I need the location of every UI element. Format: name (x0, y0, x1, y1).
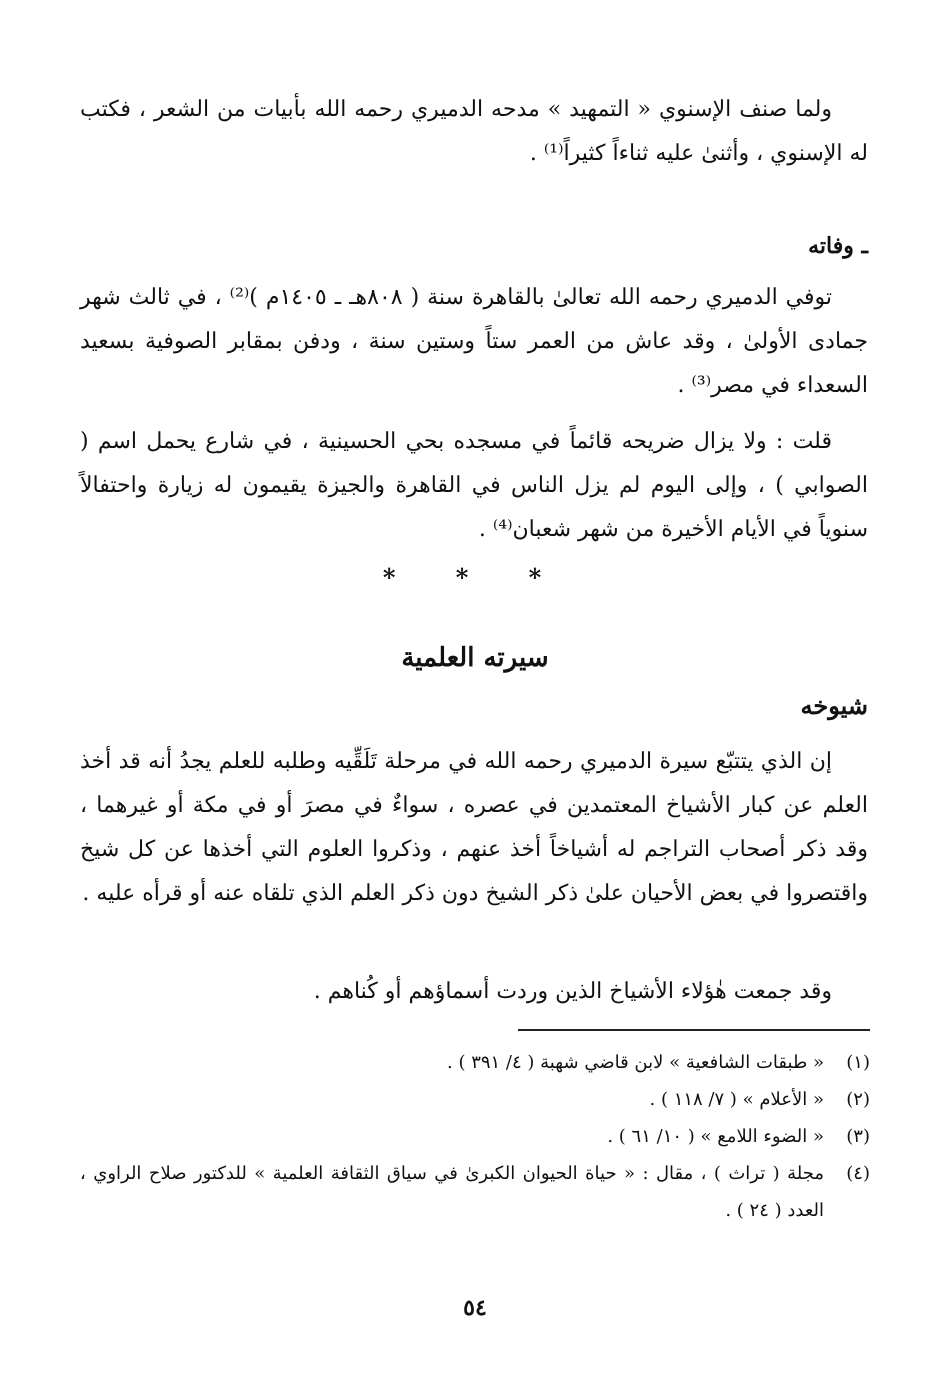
paragraph-teachers-list-intro (80, 970, 868, 1014)
paragraph-text: وقد جمعت هٰؤلاء الأشياخ الذين وردت أسماؤهم أو كُناهم . (313, 979, 832, 1004)
paragraph-teachers-intro (80, 740, 868, 916)
paragraph-text: قلت : ولا يزال ضريحه قائماً في مسجده بحي الحسينية ، في شارع يحمل اسم ( الصوابي ) ، وإلى اليوم لم يزل الناس في القاهرة والجيزة يقيمون له زيارة واحتفالاً سنوياً في الأيام الأخيرة من شهر شعبان⁽⁴⁾ . (80, 429, 868, 542)
section-title: سيرته العلمية (401, 643, 549, 673)
paragraph-text: توفي الدميري رحمه الله تعالىٰ بالقاهرة سنة ( ٨٠٨هـ ـ ١٤٠٥م )⁽²⁾ ، في ثالث شهر جمادى الأولىٰ ، وقد عاش من العمر ستاً وستين سنة ، ودفن بمقابر الصوفية بسعيد السعداء في مصر⁽³⁾ . (80, 285, 868, 398)
footnote-divider (518, 1029, 870, 1031)
footnote-item (80, 1118, 870, 1155)
footnote-item (80, 1044, 870, 1081)
footnote-text: « الأعلام » ( ٧/ ١١٨ ) . (649, 1089, 824, 1110)
footnote-text: مجلة ( تراث ) ، مقال : « حياة الحيوان الكبرىٰ في سياق الثقافة العلمية » للدكتور صلاح الراوي ، العدد ( ٢٤ ) . (80, 1163, 824, 1221)
paragraph-text: ولما صنف الإسنوي « التمهيد » مدحه الدميري رحمه الله بأبيات من الشعر ، فكتب له الإسنوي ، وأثنىٰ عليه ثناءاً كثيراً⁽¹⁾ . (80, 97, 868, 166)
footnote-number: (٢) (846, 1089, 870, 1110)
footnote-item (80, 1081, 870, 1118)
paragraph-isnawi-praise (80, 88, 868, 176)
footnote-item (80, 1155, 870, 1229)
footnote-number: (٤) (846, 1163, 870, 1184)
paragraph-tomb (80, 420, 868, 552)
footnote-number: (٣) (846, 1126, 870, 1147)
paragraph-death-details (80, 276, 868, 408)
paragraph-text: إن الذي يتتبّع سيرة الدميري رحمه الله في مرحلة تَلَقِّيه وطلبه للعلم يجدُ أنه قد أخذ العلم عن كبار الأشياخ المعتمدين في عصره ، سواءٌ في مصرَ أو في مكة أو غيرهما ، وقد ذكر أصحاب التراجم له أشياخاً أخذ عنهم ، وذكروا العلوم التي أخذها عن كل شيخ واقتصروا في بعض الأحيان علىٰ ذكر الشيخ دون ذكر العلم الذي تلقاه عنه أو قرأه عليه . (80, 749, 868, 906)
heading-death: ـ وفاته (808, 233, 868, 259)
heading-teachers: شيوخه (800, 691, 868, 720)
footnote-text: « الضوء اللامع » ( ١٠/ ٦١ ) . (607, 1126, 824, 1147)
footnote-text: « طبقات الشافعية » لابن قاضي شهبة ( ٤/ ٣٩١ ) . (447, 1052, 824, 1073)
footnotes (80, 1044, 870, 1229)
section-separator: * * * (382, 563, 568, 592)
page-number: ٥٤ (463, 1295, 487, 1321)
footnote-number: (١) (846, 1052, 870, 1073)
